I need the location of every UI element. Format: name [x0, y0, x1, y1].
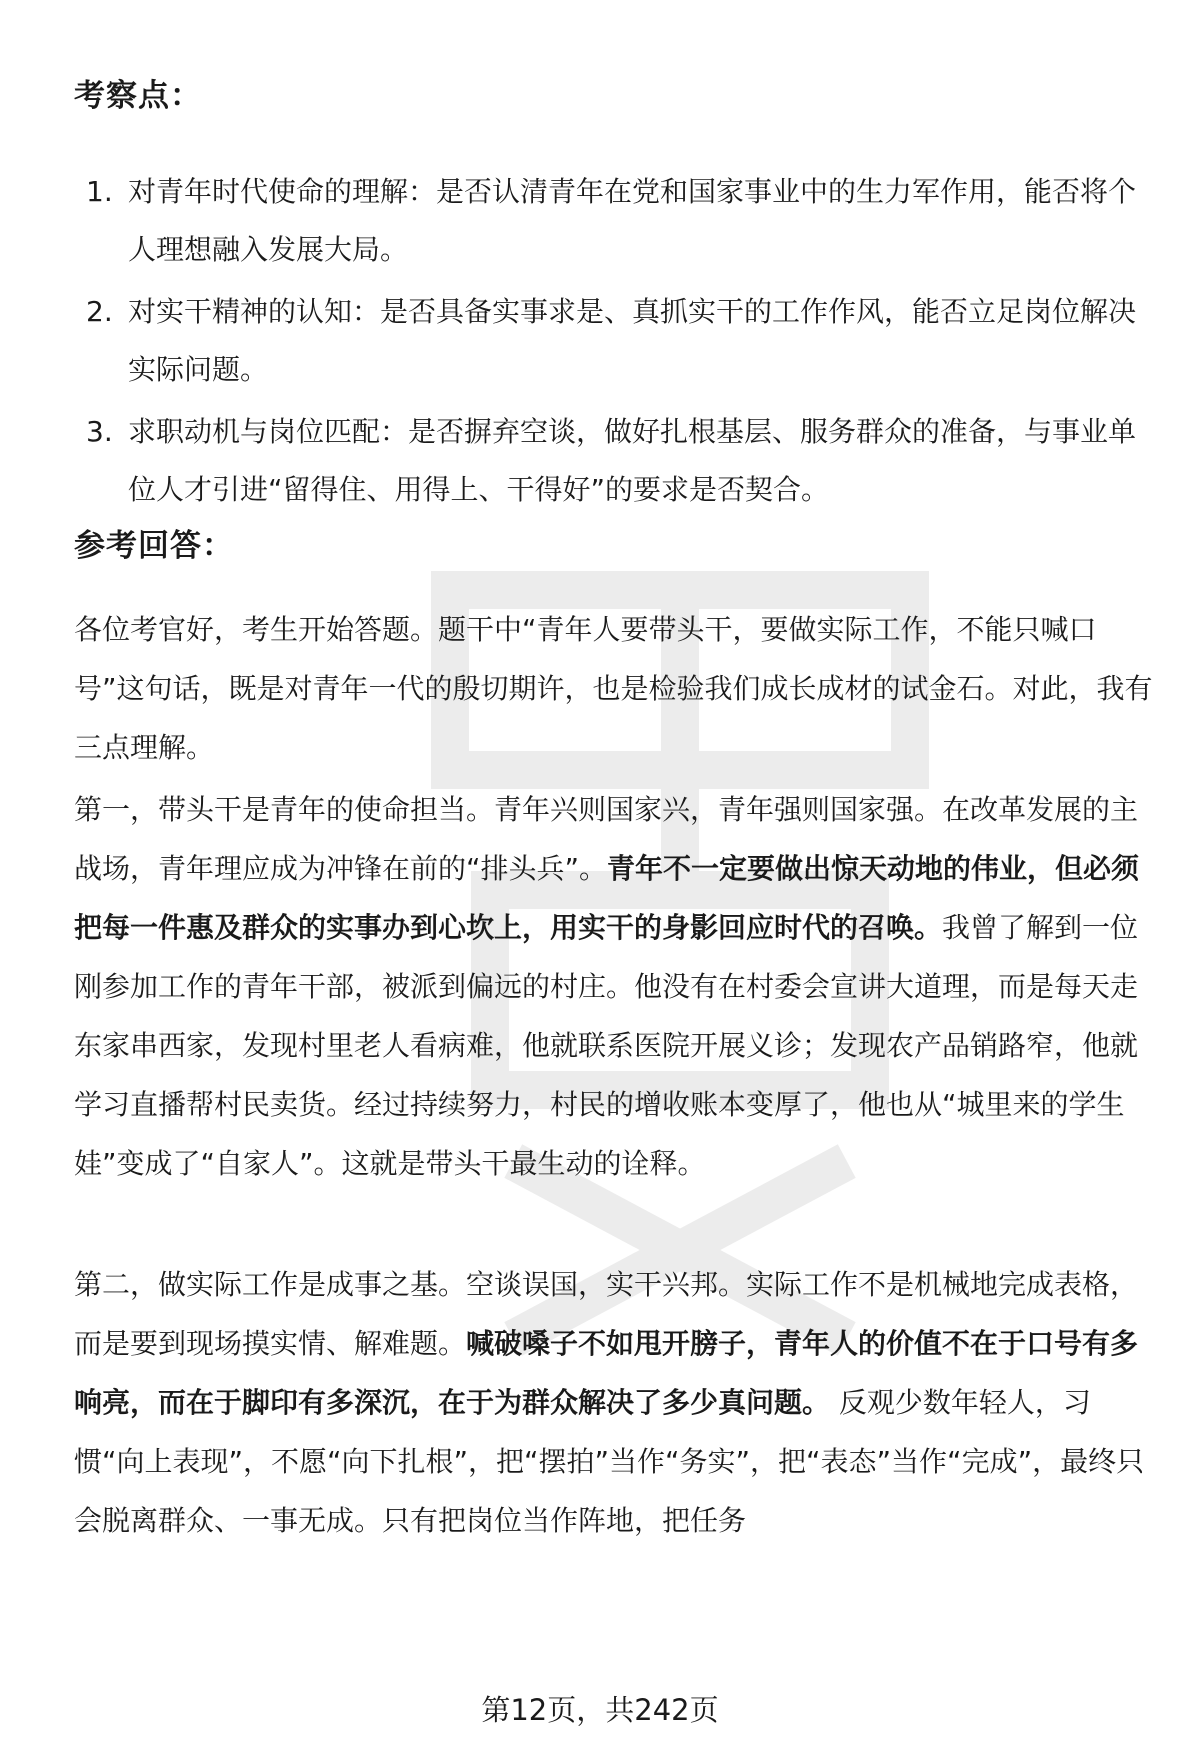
- points-list: [86, 163, 1146, 523]
- paragraph-text: 第一，带头干是青年的使命担当。青年兴则国家兴，青年强则国家强。在改革发展的主战场，青年理应成为冲锋在前的“排头兵”。: [74, 793, 1139, 885]
- paragraph-text: 第二，做实际工作是成事之基。空谈误国，实干兴邦。实际工作不是机械地完成表格，而是要到现场摸实情、解难题。: [74, 1268, 1139, 1360]
- list-item-text: 对实干精神的认知：是否具备实事求是、真抓实干的工作作风，能否立足岗位解决实际问题。: [128, 295, 1137, 386]
- section-heading-answer: 参考回答：: [74, 528, 234, 564]
- list-item-text: 求职动机与岗位匹配：是否摒弃空谈，做好扎根基层、服务群众的准备，与事业单位人才引进“留得住、用得上、干得好”的要求是否契合。: [128, 415, 1137, 506]
- list-item-number: 3.: [86, 415, 113, 448]
- emphasis-text: 青年不一定要做出惊天动地的伟业，但必须把每一件惠及群众的实事办到心坎上，用实干的身影回应时代的召唤。: [74, 852, 1140, 944]
- list-item: [86, 283, 1146, 399]
- emphasis-text: 喊破嗓子不如甩开膀子，青年人的价值不在于口号有多响亮，而在于脚印有多深沉，在于为群众解决了多少真问题。: [74, 1327, 1139, 1419]
- answer-paragraph-first: [74, 780, 1154, 1193]
- list-item-text: 对青年时代使命的理解：是否认清青年在党和国家事业中的生力军作用，能否将个人理想融入发展大局。: [128, 175, 1137, 266]
- list-item-number: 2.: [86, 295, 113, 328]
- list-item: [86, 403, 1146, 519]
- list-item: [86, 163, 1146, 279]
- page-number: 第12页，共242页: [481, 1693, 719, 1727]
- paragraph-text: 我曾了解到一位刚参加工作的青年干部，被派到偏远的村庄。他没有在村委会宣讲大道理，而是每天走东家串西家，发现村里老人看病难，他就联系医院开展义诊；发现农产品销路窄，他就学习直播帮村民卖货。经过持续努力，村民的增收账本变厚了，他也从“城里来的学生娃”变成了“自家人”。这就是带头干最生动的诠释。: [74, 911, 1139, 1180]
- answer-paragraph-second: [74, 1255, 1154, 1550]
- paragraph-text: 反观少数年轻人，习惯“向上表现”，不愿“向下扎根”，把“摆拍”当作“务实”，把“表态”当作“完成”，最终只会脱离群众、一事无成。只有把岗位当作阵地，把任务: [74, 1386, 1145, 1537]
- paragraph-text: 各位考官好，考生开始答题。题干中“青年人要带头干，要做实际工作，不能只喊口号”这句话，既是对青年一代的殷切期许，也是检验我们成长成材的试金石。对此，我有三点理解。: [74, 613, 1153, 764]
- list-item-number: 1.: [86, 175, 113, 208]
- answer-paragraph-intro: [74, 600, 1154, 777]
- section-heading-points: 考察点：: [74, 78, 202, 114]
